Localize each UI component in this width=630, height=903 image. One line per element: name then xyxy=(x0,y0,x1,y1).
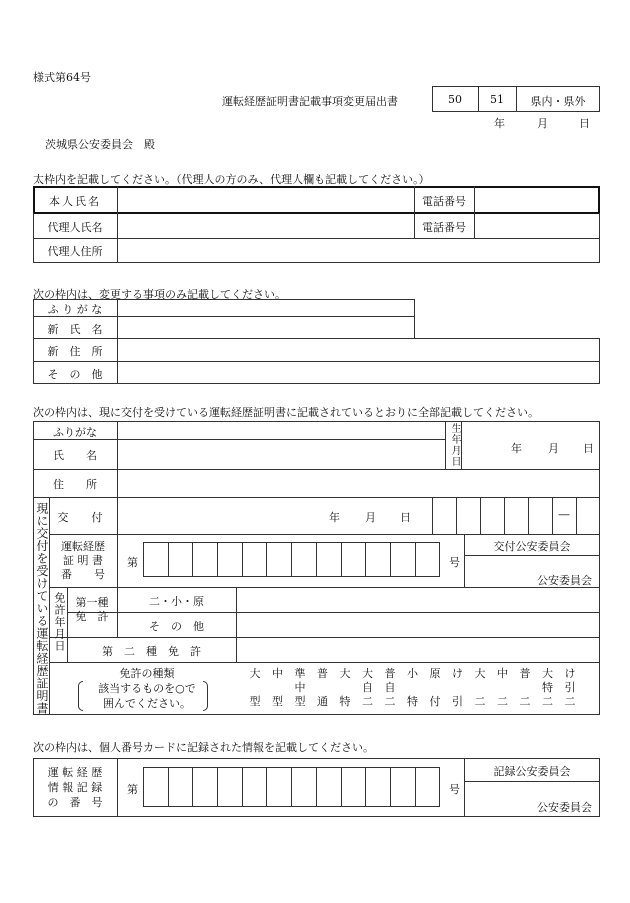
license-types-grid xyxy=(248,667,586,711)
section4-instruction: 次の枠内は、個人番号カードに記録された情報を記載してください。 xyxy=(33,741,374,754)
license-type-option[interactable]: 普 自 二 xyxy=(384,667,396,708)
phone-label: 電話番号 xyxy=(422,195,466,208)
record-number-label: 運 転 経 歴 情 報 記 録 の 番 号 xyxy=(47,766,103,809)
furigana-label: ふ り が な xyxy=(47,303,103,316)
license-type-option[interactable]: け 引 xyxy=(452,667,463,708)
phone-input[interactable] xyxy=(476,188,597,211)
new-name-label: 新 氏 名 xyxy=(47,323,103,336)
ni-sho-gen-label: 二・小・原 xyxy=(149,595,204,608)
license-date-second-input[interactable] xyxy=(238,639,599,661)
current-address-label: 住 所 xyxy=(53,478,97,491)
current-name-label: 氏 名 xyxy=(53,449,97,462)
issue-month-label: 月 xyxy=(365,511,376,524)
license-date-other-input[interactable] xyxy=(238,614,599,636)
license-type-option[interactable]: 中 二 xyxy=(497,667,508,708)
license-date-first-input[interactable] xyxy=(238,589,599,611)
proxy-address-label: 代理人住所 xyxy=(47,245,103,258)
record-dai: 第 xyxy=(127,783,138,796)
first-class-label: 第一種 免 許 xyxy=(75,596,109,623)
section1-instruction: 太枠内を記載してください。（代理人の方のみ、代理人欄も記載してください。） xyxy=(33,173,430,186)
form-number: 様式第64号 xyxy=(33,71,91,84)
license-type-option[interactable]: 普 二 xyxy=(519,667,531,708)
code-50: 50 xyxy=(448,93,462,106)
record-committee-suffix: 公安委員会 xyxy=(537,801,592,814)
issuing-committee-suffix: 公安委員会 xyxy=(537,574,592,587)
proxy-name-input[interactable] xyxy=(119,215,413,237)
license-type-option[interactable]: 大 二 xyxy=(474,667,486,708)
issuing-committee-input[interactable] xyxy=(466,557,598,586)
license-types-label: 免許の種類 該当するものを○で 囲んでください。 xyxy=(98,667,196,710)
record-go: 号 xyxy=(449,783,460,796)
new-address-input[interactable] xyxy=(119,340,598,360)
license-type-option[interactable]: 大 自 二 xyxy=(362,667,373,708)
dob-label: 生年月日 xyxy=(449,423,460,467)
proxy-name-label: 代理人氏名 xyxy=(47,221,103,234)
license-type-option[interactable]: 普 通 xyxy=(317,667,328,708)
new-furigana-input[interactable] xyxy=(119,301,413,315)
proxy-phone-input[interactable] xyxy=(476,215,598,237)
cert-number-label: 運転経歴 証 明 書 番 号 xyxy=(61,540,105,581)
code-51: 51 xyxy=(490,93,504,106)
current-furigana-label: ふりがな xyxy=(53,426,97,439)
dob-month-label: 月 xyxy=(548,442,559,455)
second-class-label: 第 二 種 免 許 xyxy=(102,645,201,658)
license-type-option[interactable]: 原 付 xyxy=(429,667,441,708)
record-committee-input[interactable] xyxy=(466,783,598,816)
new-name-input[interactable] xyxy=(119,318,413,337)
proxy-phone-label: 電話番号 xyxy=(422,221,466,234)
addressee: 茨城県公安委員会 殿 xyxy=(45,138,155,151)
cert-go: 号 xyxy=(449,556,460,569)
license-type-option[interactable]: 準 中 型 xyxy=(294,667,306,708)
license-type-option[interactable]: け 引 二 xyxy=(564,667,576,708)
issue-label: 交 付 xyxy=(57,511,109,524)
license-date-label: 免許年月日 xyxy=(53,592,66,652)
header-day-label: 日 xyxy=(579,117,590,130)
new-address-label: 新 住 所 xyxy=(47,345,103,358)
section3-instruction: 次の枠内は、現に交付を受けている運転経歴証明書に記載されているとおりに全部記載してください。 xyxy=(33,406,539,419)
form-title: 運転経歴証明書記載事項変更届出書 xyxy=(222,95,398,108)
license-type-option[interactable]: 大 型 xyxy=(249,667,261,708)
name-input[interactable] xyxy=(119,188,413,211)
license-other-label: そ の 他 xyxy=(149,620,204,633)
issue-day-label: 日 xyxy=(400,511,411,524)
license-type-option[interactable]: 小 特 xyxy=(407,667,418,708)
issuing-committee-label: 交付公安委員会 xyxy=(493,540,571,553)
dob-day-label: 日 xyxy=(583,442,594,455)
header-year-label: 年 xyxy=(494,117,505,130)
header-month-label: 月 xyxy=(537,117,548,130)
license-type-option[interactable]: 中 型 xyxy=(272,667,283,708)
section2-instruction: 次の枠内は、変更する事項のみ記載してください。 xyxy=(33,288,286,301)
cert-dai: 第 xyxy=(127,556,138,569)
license-type-option[interactable]: 大 特 xyxy=(339,667,351,708)
current-certificate-side-label: 現に交付を受けている運転経歴証明書 xyxy=(35,502,49,715)
record-committee-label: 記録公安委員会 xyxy=(493,765,571,778)
issue-year-label: 年 xyxy=(329,511,340,524)
proxy-address-input[interactable] xyxy=(119,240,598,261)
other-input[interactable] xyxy=(119,363,598,382)
name-label: 本人氏名 xyxy=(49,195,101,208)
dob-year-label: 年 xyxy=(511,442,522,455)
prefecture-in-out[interactable]: 県内・県外 xyxy=(530,95,586,108)
issue-dash: ― xyxy=(558,508,570,521)
other-label: そ の 他 xyxy=(47,368,103,381)
license-type-option[interactable]: 大 特 二 xyxy=(542,667,553,708)
